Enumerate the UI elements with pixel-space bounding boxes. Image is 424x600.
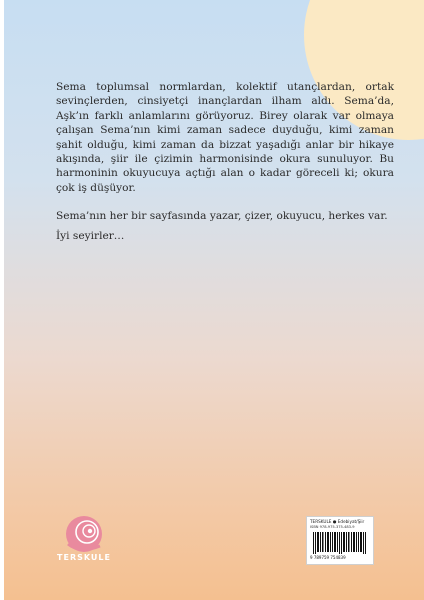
paragraph-2: Sema’nın her bir sayfasında yazar, çizer, okuyucu, herkes var. — [56, 210, 388, 223]
barcode-box — [306, 516, 374, 565]
barcode-isbn-line: ISBN 978-975-375-483-9 — [310, 525, 355, 529]
paragraph-3: İyi seyirler… — [56, 229, 125, 242]
back-cover-text — [56, 80, 394, 243]
barcode-icon — [313, 532, 367, 554]
back-cover — [4, 0, 424, 600]
publisher-name: TERSKULE — [57, 553, 111, 562]
barcode-number: 9 789759 754839 — [310, 555, 346, 560]
paragraph-1: Sema toplumsal normlardan, kolektif utançlardan, ortak sevinçlerden, cinsiyetçi inançlardan ilham aldı. Sema’da, Aşk’ın farklı anlamlarını görüyoruz. Birey olarak var olmaya çalışan Sema’nın kimi zaman sadece duyduğu, kimi zaman şahit olduğu, kimi zaman da bizzat yaşadığı anlar bir hikaye akışında, şiir ile çizimin harmonisinde okura sunuluyor. Bu harmoninin okuyucuya açtığı alan o kadar göreceli ki; okura çok iş düşüyor. — [56, 81, 394, 194]
barcode-publisher-line: TERSKULE ● Edebiyat/Şiir — [310, 519, 365, 524]
